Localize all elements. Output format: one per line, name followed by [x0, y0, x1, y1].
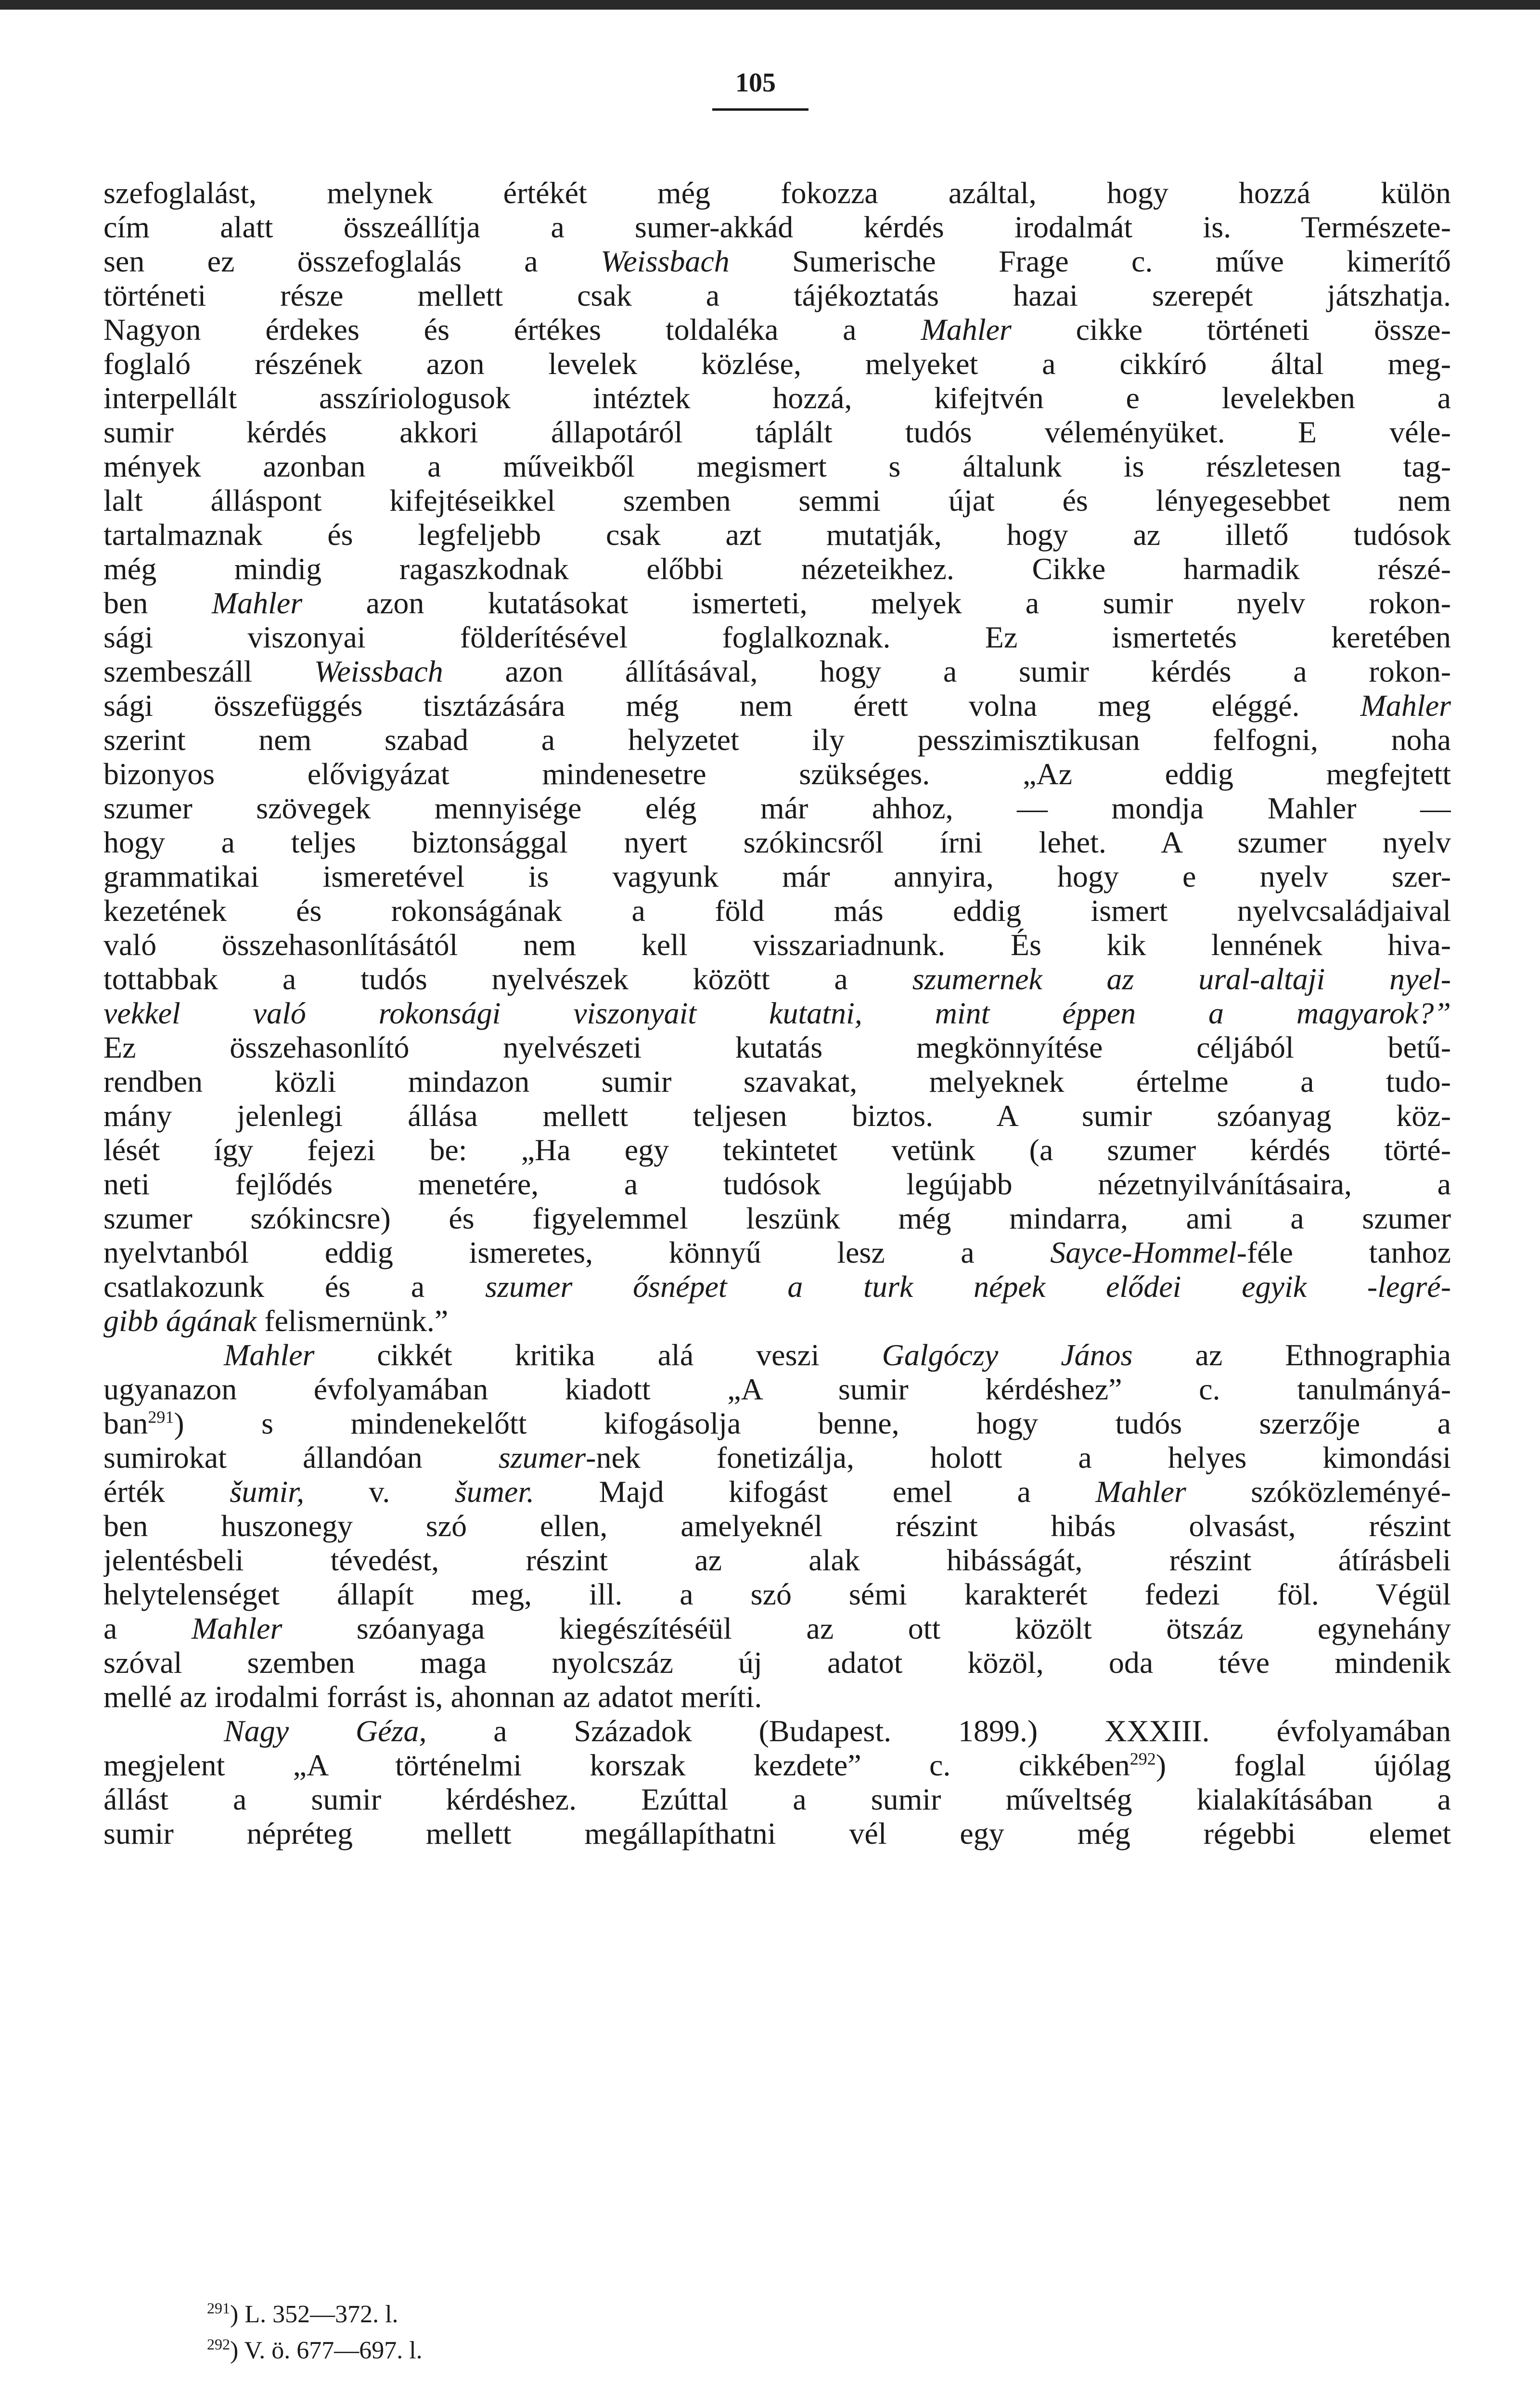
footnote-ref: 291 [148, 1407, 174, 1427]
text-line: jelentésbeli tévedést, részint az alak hibásságát, részint átírásbeli [103, 1543, 1451, 1577]
text-line: neti fejlődés menetére, a tudósok legújabb nézetnyilvánításaira, a [103, 1167, 1451, 1201]
text-line: lését így fejezi be: „Ha egy tekintetet vetünk (a szumer kérdés törté- [103, 1133, 1451, 1167]
text-line: hogy a teljes biztonsággal nyert szókincsről írni lehet. A szumer nyelv [103, 825, 1451, 859]
text-line: szumer szókincsre) és figyelemmel leszünk még mindarra, ami a szumer [103, 1201, 1451, 1235]
footnote-ref: 292 [1129, 1749, 1156, 1769]
text-line: ban$^{291}$) s mindenekelőtt kifogásolja benne, hogy tudós szerzője a [103, 1406, 1451, 1440]
text-line: mények azonban a műveikből megismert s általunk is részletesen tag- [103, 449, 1451, 483]
text-line: szóval szemben maga nyolcszáz új adatot közöl, oda téve mindenik [103, 1645, 1451, 1680]
text-line: történeti része mellett csak a tájékoztatás hazai szerepét játszhatja. [103, 278, 1451, 312]
text-line: tottabbak a tudós nyelvészek között a szumernek az ural-altaji nyel- [103, 962, 1451, 996]
text-line: még mindig ragaszkodnak előbbi nézeteikhez. Cikke harmadik részé- [103, 552, 1451, 586]
text-line: a Mahler szóanyaga kiegészítéséül az ott közölt ötszáz egynehány [103, 1611, 1451, 1645]
text-line: foglaló részének azon levelek közlése, melyeket a cikkíró által meg- [103, 347, 1451, 381]
footnote: $^{291}$) L. 352—372. l. [207, 2299, 398, 2328]
text-line: grammatikai ismeretével is vagyunk már annyira, hogy e nyelv szer- [103, 859, 1451, 893]
text-line: szumer szövegek mennyisége elég már ahhoz, — mondja Mahler — [103, 791, 1451, 825]
text-line: ugyanazon évfolyamában kiadott „A sumir kérdéshez” c. tanulmányá- [103, 1372, 1451, 1406]
footnotes [207, 2296, 929, 2368]
text-line: csatlakozunk és a szumer ősnépet a turk népek elődei egyik -legré- [103, 1269, 1451, 1304]
top-border-rule [0, 0, 1540, 10]
page-number: 105 [735, 68, 776, 98]
text-line: cím alatt összeállítja a sumer-akkád kérdés irodalmát is. Természete- [103, 210, 1451, 244]
text-line: sumir kérdés akkori állapotáról táplált tudós véleményüket. E véle- [103, 415, 1451, 449]
text-line: szefoglalást, melynek értékét még fokozza azáltal, hogy hozzá külön [103, 176, 1451, 210]
page-number-underline [712, 108, 808, 111]
text-line: mány jelenlegi állása mellett teljesen biztos. A sumir szóanyag köz- [103, 1099, 1451, 1133]
text-line: állást a sumir kérdéshez. Ezúttal a sumir műveltség kialakításában a [103, 1782, 1451, 1816]
text-line: Mahler cikkét kritika alá veszi Galgóczy János az Ethnographia [224, 1338, 1451, 1372]
text-line: nyelvtanból eddig ismeretes, könnyű lesz a Sayce-Hommel-féle tanhoz [103, 1235, 1451, 1269]
text-line: megjelent „A történelmi korszak kezdete” c. cikkében$^{292}$) foglal újólag [103, 1748, 1451, 1782]
text-line: tartalmaznak és legfeljebb csak azt mutatják, hogy az illető tudósok [103, 518, 1451, 552]
footnote: $^{292}$) V. ö. 677—697. l. [207, 2335, 423, 2364]
text-line: Ez összehasonlító nyelvészeti kutatás megkönnyítése céljából betű- [103, 1030, 1451, 1064]
text-line: való összehasonlításától nem kell visszariadnunk. És kik lennének hiva- [103, 928, 1451, 962]
text-line: mellé az irodalmi forrást is, ahonnan az adatot meríti. [103, 1680, 762, 1714]
text-line: sumirokat állandóan szumer-nek fonetizálja, holott a helyes kimondási [103, 1440, 1451, 1475]
text-line: kezetének és rokonságának a föld más eddig ismert nyelvcsaládjaival [103, 893, 1451, 928]
text-line: szembeszáll Weissbach azon állításával, hogy a sumir kérdés a rokon- [103, 654, 1451, 688]
text-line: vekkel való rokonsági viszonyait kutatni, mint éppen a magyarok?” [103, 996, 1451, 1030]
text-line: gibb ágának felismernünk.” [103, 1304, 449, 1338]
text-line: interpellált asszíriologusok intéztek hozzá, kifejtvén e levelekben a [103, 381, 1451, 415]
text-line: sen ez összefoglalás a Weissbach Sumerische Frage c. műve kimerítő [103, 244, 1451, 278]
text-line: sumir népréteg mellett megállapíthatni vél egy még régebbi elemet [103, 1816, 1451, 1851]
text-line: szerint nem szabad a helyzetet ily pesszimisztikusan felfogni, noha [103, 723, 1451, 757]
text-line: Nagy Géza, a Századok (Budapest. 1899.) XXXIII. évfolyamában [224, 1714, 1451, 1748]
text-line: sági összefüggés tisztázására még nem érett volna meg eléggé. Mahler [103, 688, 1451, 723]
text-line: helytelenséget állapít meg, ill. a szó sémi karakterét fedezi föl. Végül [103, 1577, 1451, 1611]
text-line: rendben közli mindazon sumir szavakat, melyeknek értelme a tudo- [103, 1064, 1451, 1099]
text-line: sági viszonyai földerítésével foglalkoznak. Ez ismertetés keretében [103, 620, 1451, 654]
text-line: Nagyon érdekes és értékes toldaléka a Mahler cikke történeti össze- [103, 312, 1451, 347]
text-line: érték šumir, v. šumer. Majd kifogást emel a Mahler szóközleményé- [103, 1475, 1451, 1509]
footnote-mark: 292 [207, 2335, 230, 2353]
body-text [103, 176, 1451, 1851]
text-line: bizonyos elővigyázat mindenesetre szükséges. „Az eddig megfejtett [103, 757, 1451, 791]
text-line: ben huszonegy szó ellen, amelyeknél részint hibás olvasást, részint [103, 1509, 1451, 1543]
text-line: ben Mahler azon kutatásokat ismerteti, melyek a sumir nyelv rokon- [103, 586, 1451, 620]
text-line: lalt álláspont kifejtéseikkel szemben semmi újat és lényegesebbet nem [103, 483, 1451, 518]
footnote-mark: 291 [207, 2299, 230, 2317]
